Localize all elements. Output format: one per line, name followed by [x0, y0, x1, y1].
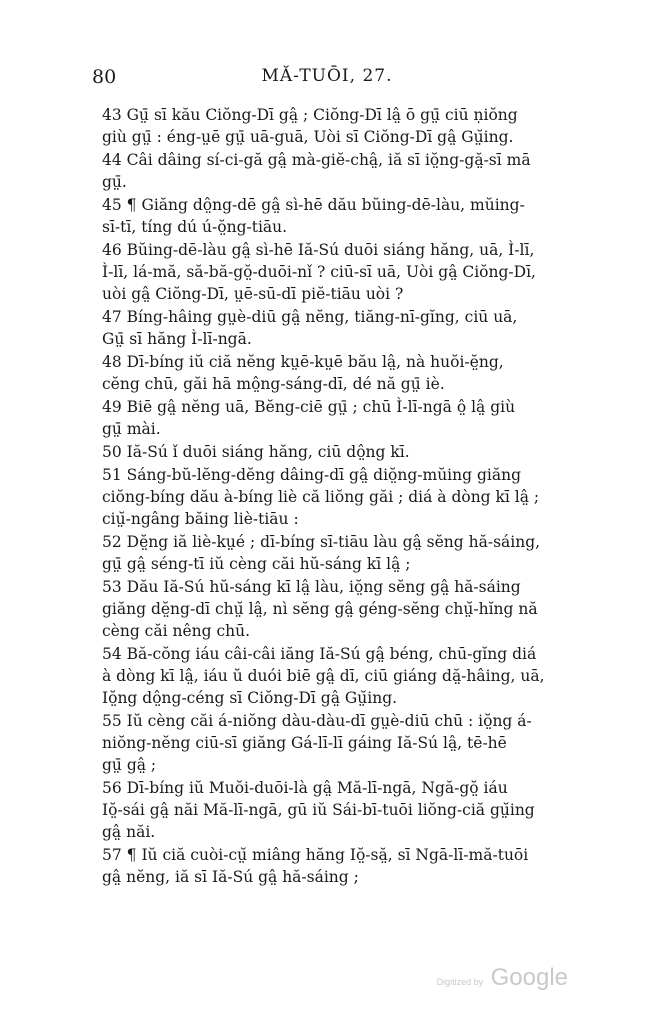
verse-line: ciṳ̆-ngâng băing liè-tiāu : — [102, 510, 299, 528]
verse-line: 52 Dĕ̤ng iă liè-kṳé ; dī-bíng sī-tiāu làu gâ̤ sĕng hă-sáing, — [102, 533, 541, 551]
verse-line: 44 Câi dâing sí-ci-gă gâ̤ mà-giĕ-châ̤, iă sī iŏ̤ng-gă̤-sī mā — [102, 151, 531, 169]
verse-line: 48 Dī-bíng iŭ ciă nĕng kṳē-kṳē bău lâ̤, nà huŏi-ĕ̤ng, — [102, 353, 504, 371]
verse-line: 43 Gṳ̄ sī kău Ciŏng-Dī gâ̤ ; Ciŏng-Dī lâ̤ ō gṳ̄ ciū ṇiŏng — [102, 106, 518, 124]
verse-paragraph — [102, 351, 580, 395]
verse-paragraph — [102, 149, 580, 193]
verse-line: uòi gâ̤ Ciŏng-Dī, ṳē-sū-dī piĕ-tiāu uòi ? — [102, 285, 404, 303]
verse-paragraph — [102, 531, 580, 575]
verse-line: gṳ̄. — [102, 173, 127, 191]
verse-line: 51 Sáng-bŭ-lĕng-dĕng dâing-dī gâ̤ diŏ̤ng-mŭing giăng — [102, 466, 521, 484]
verse-paragraph — [102, 396, 580, 440]
verse-line: 49 Biē gâ̤ nĕng uā, Bĕng-ciē gṳ̄ ; chū Ì-lī-ngā ô̤ lâ̤ giù — [102, 398, 516, 416]
verse-paragraph — [102, 239, 580, 305]
verse-paragraph — [102, 306, 580, 350]
verse-paragraph — [102, 441, 580, 463]
verse-line: 45 ¶ Giăng dô̤ng-dē gâ̤ sì-hē dău bŭing-dē-làu, mŭing- — [102, 196, 525, 214]
page-number: 80 — [92, 66, 117, 88]
verse-line: Ì-lī, lá-mă, să-bă-gŏ̤-duōi-nǐ ? ciū-sī uā, Uòi gâ̤ Ciŏng-Dī, — [102, 263, 536, 281]
verse-paragraph — [102, 576, 580, 642]
verse-line: gṳ̄ gâ̤ ; — [102, 756, 157, 774]
running-title: MĂ-TUŌI, 27. — [261, 66, 393, 86]
verse-line: sī-tī, tíng dú ú-ŏ̤ng-tiāu. — [102, 218, 288, 236]
verse-line: 55 Iŭ cèng căi á-niŏng dàu-dàu-dī gṳè-diū chū : iŏ̤ng á- — [102, 712, 532, 730]
verse-line: Iŏ̤ng dô̤ng-céng sī Ciŏng-Dī gâ̤ Gṳ̆ing. — [102, 689, 398, 707]
verse-paragraph — [102, 777, 580, 843]
verse-line: giù gṳ̄ : éng-ṳē gṳ̄ uā-guā, Uòi sī Ciŏng-Dī gâ̤ Gṳ̆ing. — [102, 128, 514, 146]
verse-line: 46 Bŭing-dē-làu gâ̤ sì-hē Iă-Sú duōi siáng hăng, uā, Ì-lī, — [102, 241, 535, 259]
verse-line: niŏng-nĕng ciū-sī giăng Gá-lī-lī gáing Iă-Sú lâ̤, tē-hē — [102, 734, 507, 752]
verse-line: Iŏ̤-sái gâ̤ năi Mă-lī-ngā, gū iŭ Sái-bī-tuōi liŏng-ciă gṳ̆ing — [102, 801, 535, 819]
verse-paragraph — [102, 643, 580, 709]
page-header — [0, 66, 654, 92]
verse-text-body — [102, 104, 580, 889]
verse-line: Gṳ̄ sī hăng Ì-lī-ngā. — [102, 330, 252, 348]
verse-line: à dòng kī lâ̤, iáu ŭ duói biē gâ̤ dī, ciū giáng dă̤-hâing, uā, — [102, 667, 545, 685]
digitized-watermark — [437, 964, 568, 992]
verse-line: 57 ¶ Iŭ ciă cuòi-cṳ̆ miâng hăng Iŏ̤-să̤, sī Ngā-lī-mă-tuōi — [102, 846, 529, 864]
watermark-small-text: Digitized by — [436, 977, 484, 987]
verse-line: 50 Iă-Sú ǐ duōi siáng hăng, ciū dô̤ng kī. — [102, 443, 410, 461]
verse-line: ciŏng-bíng dău à-bíng liè că liŏng găi ; diá à dòng kī lâ̤ ; — [102, 488, 540, 506]
verse-line: cèng căi nêng chū. — [102, 622, 251, 640]
verse-paragraph — [102, 710, 580, 776]
verse-line: cĕng chū, găi hā mô̤ng-sáng-dī, dé nă gṳ̄ iè. — [102, 375, 445, 393]
verse-line: 47 Bíng-hâing gṳè-diū gâ̤ nĕng, tiăng-nī-gĭng, ciū uā, — [102, 308, 518, 326]
verse-line: gṳ̄ mài. — [102, 420, 161, 438]
verse-paragraph — [102, 104, 580, 148]
verse-paragraph — [102, 844, 580, 888]
verse-paragraph — [102, 194, 580, 238]
verse-line: 56 Dī-bíng iŭ Muŏi-duōi-là gâ̤ Mă-lī-ngā, Ngă-gŏ̤ iáu — [102, 779, 508, 797]
verse-paragraph — [102, 464, 580, 530]
verse-line: giăng dĕ̤ng-dī chṳ̆ lâ̤, nì sĕng gâ̤ géng-sĕng chṳ̆-hĭng nă — [102, 600, 538, 618]
verse-line: 53 Dău Iă-Sú hŭ-sáng kī lâ̤ làu, iŏ̤ng sĕng gâ̤ hă-sáing — [102, 578, 521, 596]
verse-line: 54 Bă-cŏng iáu câi-câi iăng Iă-Sú gâ̤ béng, chū-gĭng diá — [102, 645, 537, 663]
verse-line: gâ̤ nĕng, iă sī Iă-Sú gâ̤ hă-sáing ; — [102, 868, 359, 886]
verse-line: gṳ̄ gâ̤ séng-tī iŭ cèng căi hŭ-sáng kī lâ̤ ; — [102, 555, 411, 573]
google-logo-text: Google — [490, 964, 568, 991]
verse-line: gâ̤ năi. — [102, 823, 156, 841]
